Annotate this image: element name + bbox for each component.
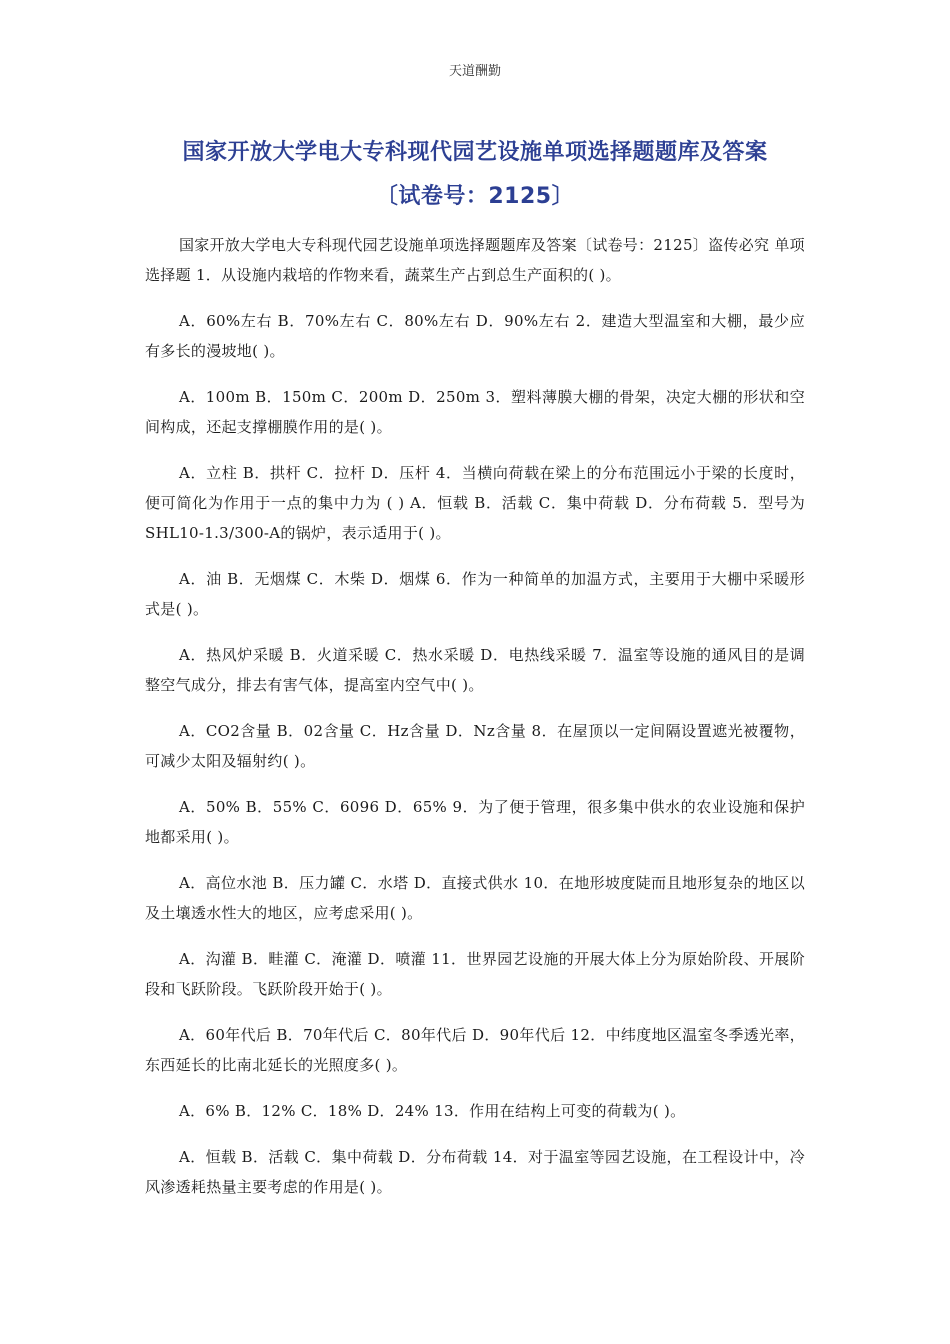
paragraph: A．沟灌 B．畦灌 C．淹灌 D．喷灌 11．世界园艺设施的开展大体上分为原始阶段、开展阶段和飞跃阶段。飞跃阶段开始于( )。: [145, 950, 805, 998]
title-line-2: 〔试卷号：2125〕: [375, 184, 575, 209]
paragraph: 国家开放大学电大专科现代园艺设施单项选择题题库及答案〔试卷号：2125〕盗传必究 单项选择题 1．从设施内栽培的作物来看，蔬菜生产占到总生产面积的( )。: [145, 236, 805, 284]
paragraph: A．60%左右 B．70%左右 C．80%左右 D．90%左右 2．建造大型温室和大棚，最少应有多长的漫坡地( )。: [145, 312, 805, 360]
paragraph: A．热风炉采暖 B．火道采暖 C．热水采暖 D．电热线采暖 7．温室等设施的通风目的是调整空气成分，排去有害气体，提高室内空气中( )。: [145, 646, 805, 694]
document-title: [145, 131, 805, 219]
paragraph: A．6% B．12% C．18% D．24% 13．作用在结构上可变的荷载为( )。: [179, 1102, 686, 1120]
title-line-1: 国家开放大学电大专科现代园艺设施单项选择题题库及答案: [182, 140, 768, 165]
paragraph: A．恒载 B．活载 C．集中荷载 D．分布荷载 14．对于温室等园艺设施，在工程设计中，冷风渗透耗热量主要考虑的作用是( )。: [145, 1148, 805, 1196]
paragraph: A．CO2含量 B．02含量 C．Hz含量 D．Nz含量 8．在屋顶以一定间隔设置遮光被覆物，可减少太阳及辐射约( )。: [145, 722, 805, 770]
paragraph: A．50% B．55% C．6096 D．65% 9．为了便于管理，很多集中供水的农业设施和保护地都采用( )。: [145, 798, 805, 846]
document-body: [145, 230, 805, 1218]
header-mark: 天道酬勤: [448, 64, 501, 79]
paragraph: A．60年代后 B．70年代后 C．80年代后 D．90年代后 12．中纬度地区温室冬季透光率，东西延长的比南北延长的光照度多( )。: [145, 1026, 805, 1074]
paragraph: A．高位水池 B．压力罐 C．水塔 D．直接式供水 10．在地形坡度陡而且地形复杂的地区以及土壤透水性大的地区，应考虑采用( )。: [145, 874, 805, 922]
paragraph: A．立柱 B．拱杆 C．拉杆 D．压杆 4．当横向荷载在梁上的分布范围远小于梁的长度时，便可简化为作用于一点的集中力为 ( ) A．恒载 B．活载 C．集中荷载 D．分布荷载 5．型号为SHL10-1.3/300-A的锅炉，表示适用于( )。: [145, 464, 805, 542]
paragraph: A．100m B．150m C．200m D．250m 3．塑料薄膜大棚的骨架，决定大棚的形状和空间构成，还起支撑棚膜作用的是( )。: [145, 388, 805, 436]
paragraph: A．油 B．无烟煤 C．木柴 D．烟煤 6．作为一种简单的加温方式，主要用于大棚中采暖形式是( )。: [145, 570, 805, 618]
